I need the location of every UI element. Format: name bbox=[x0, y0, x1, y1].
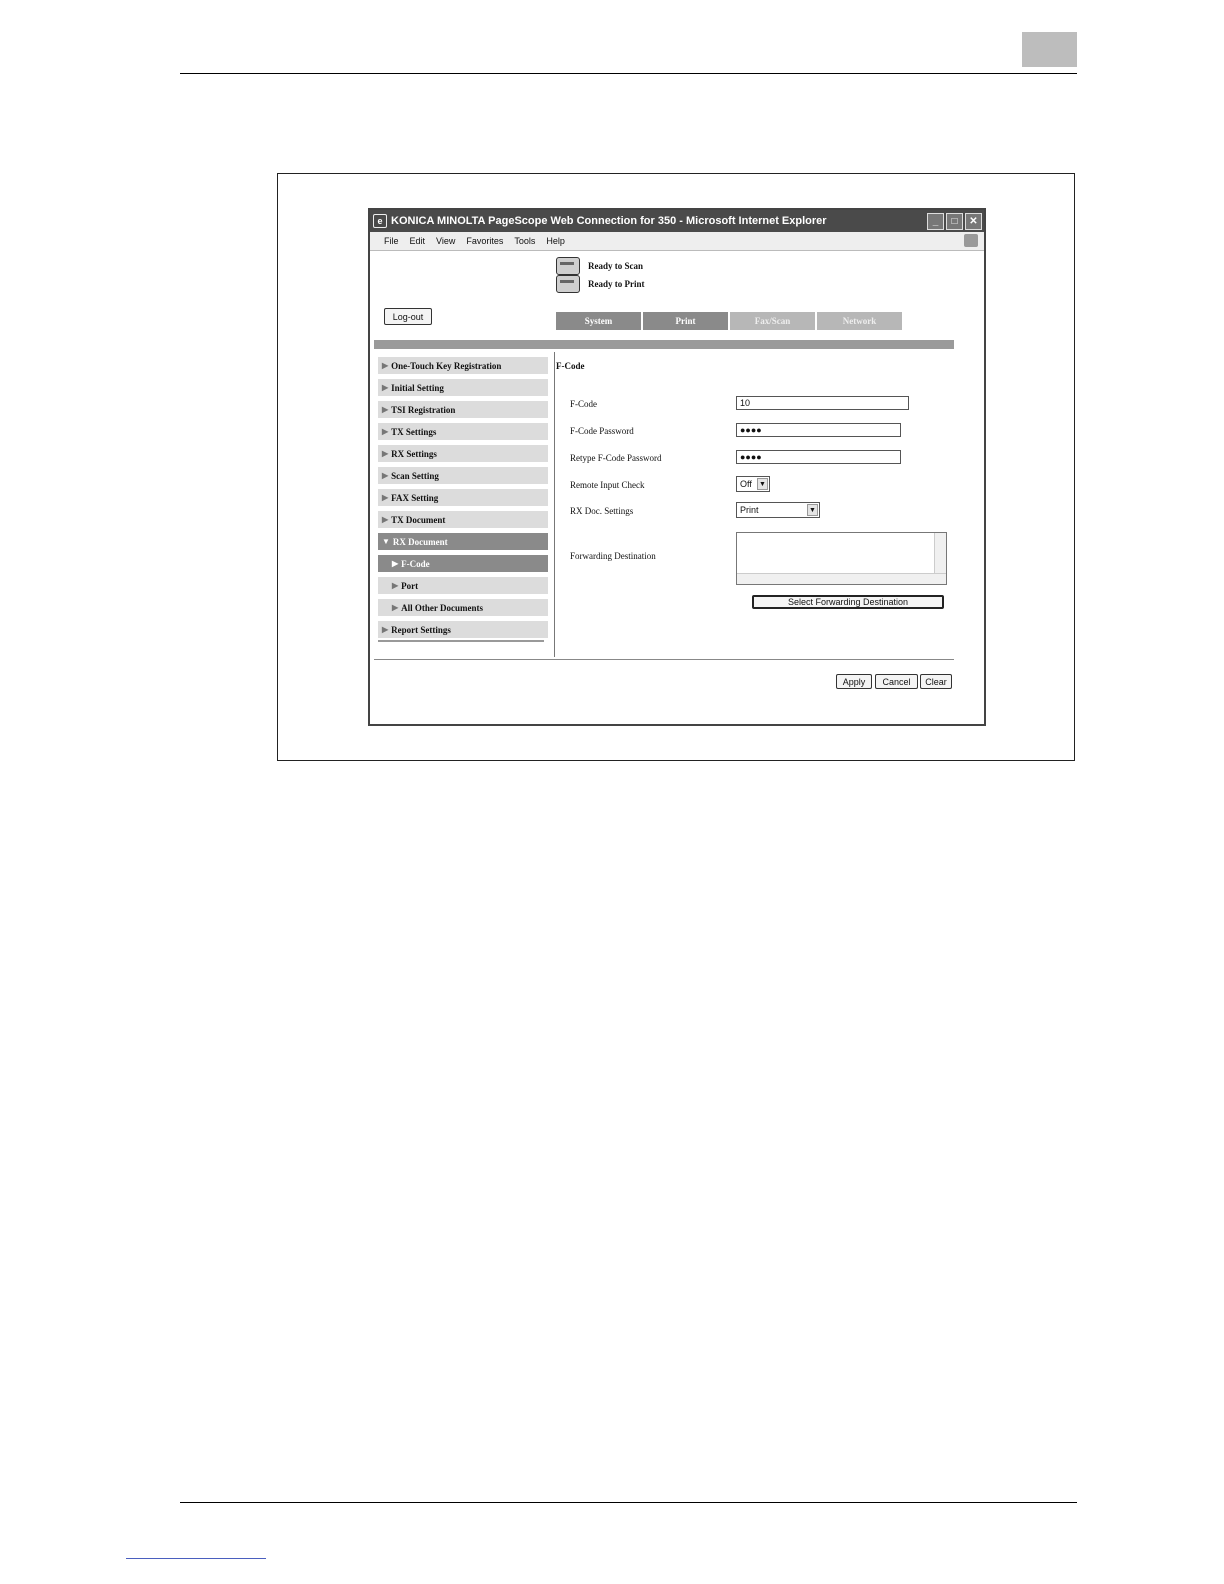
arrow-right-icon: ▶ bbox=[382, 427, 389, 436]
windows-logo-icon bbox=[964, 234, 978, 247]
header-band bbox=[374, 340, 954, 349]
sidebar-item-label: TX Document bbox=[391, 514, 446, 525]
scanner-icon bbox=[556, 257, 580, 275]
main-tabs bbox=[556, 312, 904, 330]
sidebar-item-label: F-Code bbox=[401, 558, 430, 569]
minimize-button[interactable]: _ bbox=[927, 213, 944, 230]
menu-tools[interactable]: Tools bbox=[514, 236, 536, 246]
fcode-form bbox=[556, 361, 956, 607]
menu-favorites[interactable]: Favorites bbox=[466, 236, 504, 246]
chevron-down-icon: ▼ bbox=[807, 504, 818, 516]
scan-status-text: Ready to Scan bbox=[588, 261, 644, 271]
page-tab-marker bbox=[1022, 32, 1077, 67]
remote-input-check-select[interactable] bbox=[736, 476, 770, 492]
window-title: KONICA MINOLTA PageScope Web Connection for 350 - Microsoft Internet Explorer bbox=[391, 215, 827, 227]
arrow-right-icon: ▶ bbox=[382, 405, 389, 414]
rx-doc-settings-select[interactable] bbox=[736, 502, 820, 518]
page-content bbox=[370, 251, 984, 724]
arrow-right-icon: ▶ bbox=[392, 581, 399, 590]
sidebar-item-label: TSI Registration bbox=[391, 404, 456, 415]
browser-window bbox=[368, 208, 986, 726]
sidebar-subitem-all-other-documents[interactable] bbox=[378, 599, 548, 616]
tab-fax-scan[interactable]: Fax/Scan bbox=[730, 312, 815, 330]
arrow-right-icon: ▶ bbox=[382, 515, 389, 524]
arrow-right-icon: ▶ bbox=[382, 493, 389, 502]
header-rule bbox=[180, 73, 1077, 74]
menu-edit[interactable]: Edit bbox=[409, 236, 426, 246]
sidebar-item-label: One-Touch Key Registration bbox=[391, 360, 502, 371]
menu-file[interactable]: File bbox=[384, 236, 399, 246]
vertical-divider bbox=[554, 352, 555, 657]
arrow-right-icon: ▶ bbox=[382, 471, 389, 480]
retype-password-label: Retype F-Code Password bbox=[570, 453, 662, 463]
forwarding-destination-textarea[interactable] bbox=[736, 532, 947, 585]
apply-button[interactable]: Apply bbox=[836, 674, 872, 689]
arrow-right-icon: ▶ bbox=[382, 383, 389, 392]
rx-doc-settings-label: RX Doc. Settings bbox=[570, 506, 634, 516]
sidebar-item-rx-document[interactable] bbox=[378, 533, 548, 550]
tab-system[interactable]: System bbox=[556, 312, 641, 330]
sidebar-item-label: Initial Setting bbox=[391, 382, 444, 393]
print-status-text: Ready to Print bbox=[588, 279, 645, 289]
footer-link-underline bbox=[126, 1558, 266, 1559]
print-status bbox=[556, 275, 645, 293]
menu-help[interactable]: Help bbox=[546, 236, 565, 246]
chevron-down-icon: ▼ bbox=[757, 478, 768, 490]
sidebar-item-label: RX Settings bbox=[391, 448, 437, 459]
logout-button[interactable]: Log-out bbox=[384, 308, 432, 325]
fcode-password-input[interactable]: ●●●● bbox=[736, 423, 901, 437]
sidebar-item-label: Report Settings bbox=[391, 624, 451, 635]
fcode-label: F-Code bbox=[570, 399, 597, 409]
forwarding-destination-label: Forwarding Destination bbox=[570, 551, 656, 561]
sidebar-item-label: Scan Setting bbox=[391, 470, 439, 481]
sidebar-item-report-settings[interactable] bbox=[378, 621, 548, 638]
arrow-right-icon: ▶ bbox=[382, 361, 389, 370]
sidebar-item-rx-settings[interactable] bbox=[378, 445, 548, 462]
footer-rule bbox=[180, 1502, 1077, 1503]
sidebar-item-label: TX Settings bbox=[391, 426, 437, 437]
arrow-down-icon: ▼ bbox=[382, 537, 390, 546]
fcode-input[interactable]: 10 bbox=[736, 396, 909, 410]
title-bar bbox=[370, 210, 984, 232]
menu-view[interactable]: View bbox=[436, 236, 456, 246]
maximize-button[interactable]: □ bbox=[946, 213, 963, 230]
sidebar-item-label: FAX Setting bbox=[391, 492, 439, 503]
scan-status bbox=[556, 257, 643, 275]
sidebar-item-fax-setting[interactable] bbox=[378, 489, 548, 506]
cancel-button[interactable]: Cancel bbox=[875, 674, 918, 689]
footer-divider bbox=[374, 659, 954, 660]
close-button[interactable]: ✕ bbox=[965, 213, 982, 230]
ie-icon: e bbox=[373, 214, 387, 228]
arrow-right-icon: ▶ bbox=[392, 603, 399, 612]
fcode-password-label: F-Code Password bbox=[570, 426, 634, 436]
sidebar-item-label: RX Document bbox=[392, 536, 448, 547]
retype-password-input[interactable]: ●●●● bbox=[736, 450, 901, 464]
sidebar-item-tsi[interactable] bbox=[378, 401, 548, 418]
sidebar-item-initial-setting[interactable] bbox=[378, 379, 548, 396]
sidebar-item-label: All Other Documents bbox=[401, 602, 483, 613]
sidebar-subitem-port[interactable] bbox=[378, 577, 548, 594]
horizontal-scrollbar[interactable] bbox=[737, 573, 946, 584]
sidebar-item-scan-setting[interactable] bbox=[378, 467, 548, 484]
sidebar-item-label: Port bbox=[401, 580, 419, 591]
form-title: F-Code bbox=[556, 361, 585, 371]
remote-input-check-label: Remote Input Check bbox=[570, 480, 645, 490]
rx-doc-settings-value: Print bbox=[740, 505, 759, 515]
arrow-right-icon: ▶ bbox=[382, 625, 389, 634]
tab-print[interactable]: Print bbox=[643, 312, 728, 330]
sidebar-item-one-touch[interactable] bbox=[378, 357, 548, 374]
sidebar-item-tx-settings[interactable] bbox=[378, 423, 548, 440]
printer-icon bbox=[556, 275, 580, 293]
remote-input-check-value: Off bbox=[740, 479, 752, 489]
sidebar-item-tx-document[interactable] bbox=[378, 511, 548, 528]
clear-button[interactable]: Clear bbox=[920, 674, 952, 689]
arrow-right-icon: ▶ bbox=[392, 559, 399, 568]
arrow-right-icon: ▶ bbox=[382, 449, 389, 458]
tab-network[interactable]: Network bbox=[817, 312, 902, 330]
sidebar-subitem-f-code[interactable] bbox=[378, 555, 548, 572]
sidebar-divider bbox=[378, 640, 544, 642]
menu-bar bbox=[370, 232, 984, 251]
sidebar bbox=[378, 357, 548, 642]
select-forwarding-destination-button[interactable]: Select Forwarding Destination bbox=[752, 595, 944, 609]
